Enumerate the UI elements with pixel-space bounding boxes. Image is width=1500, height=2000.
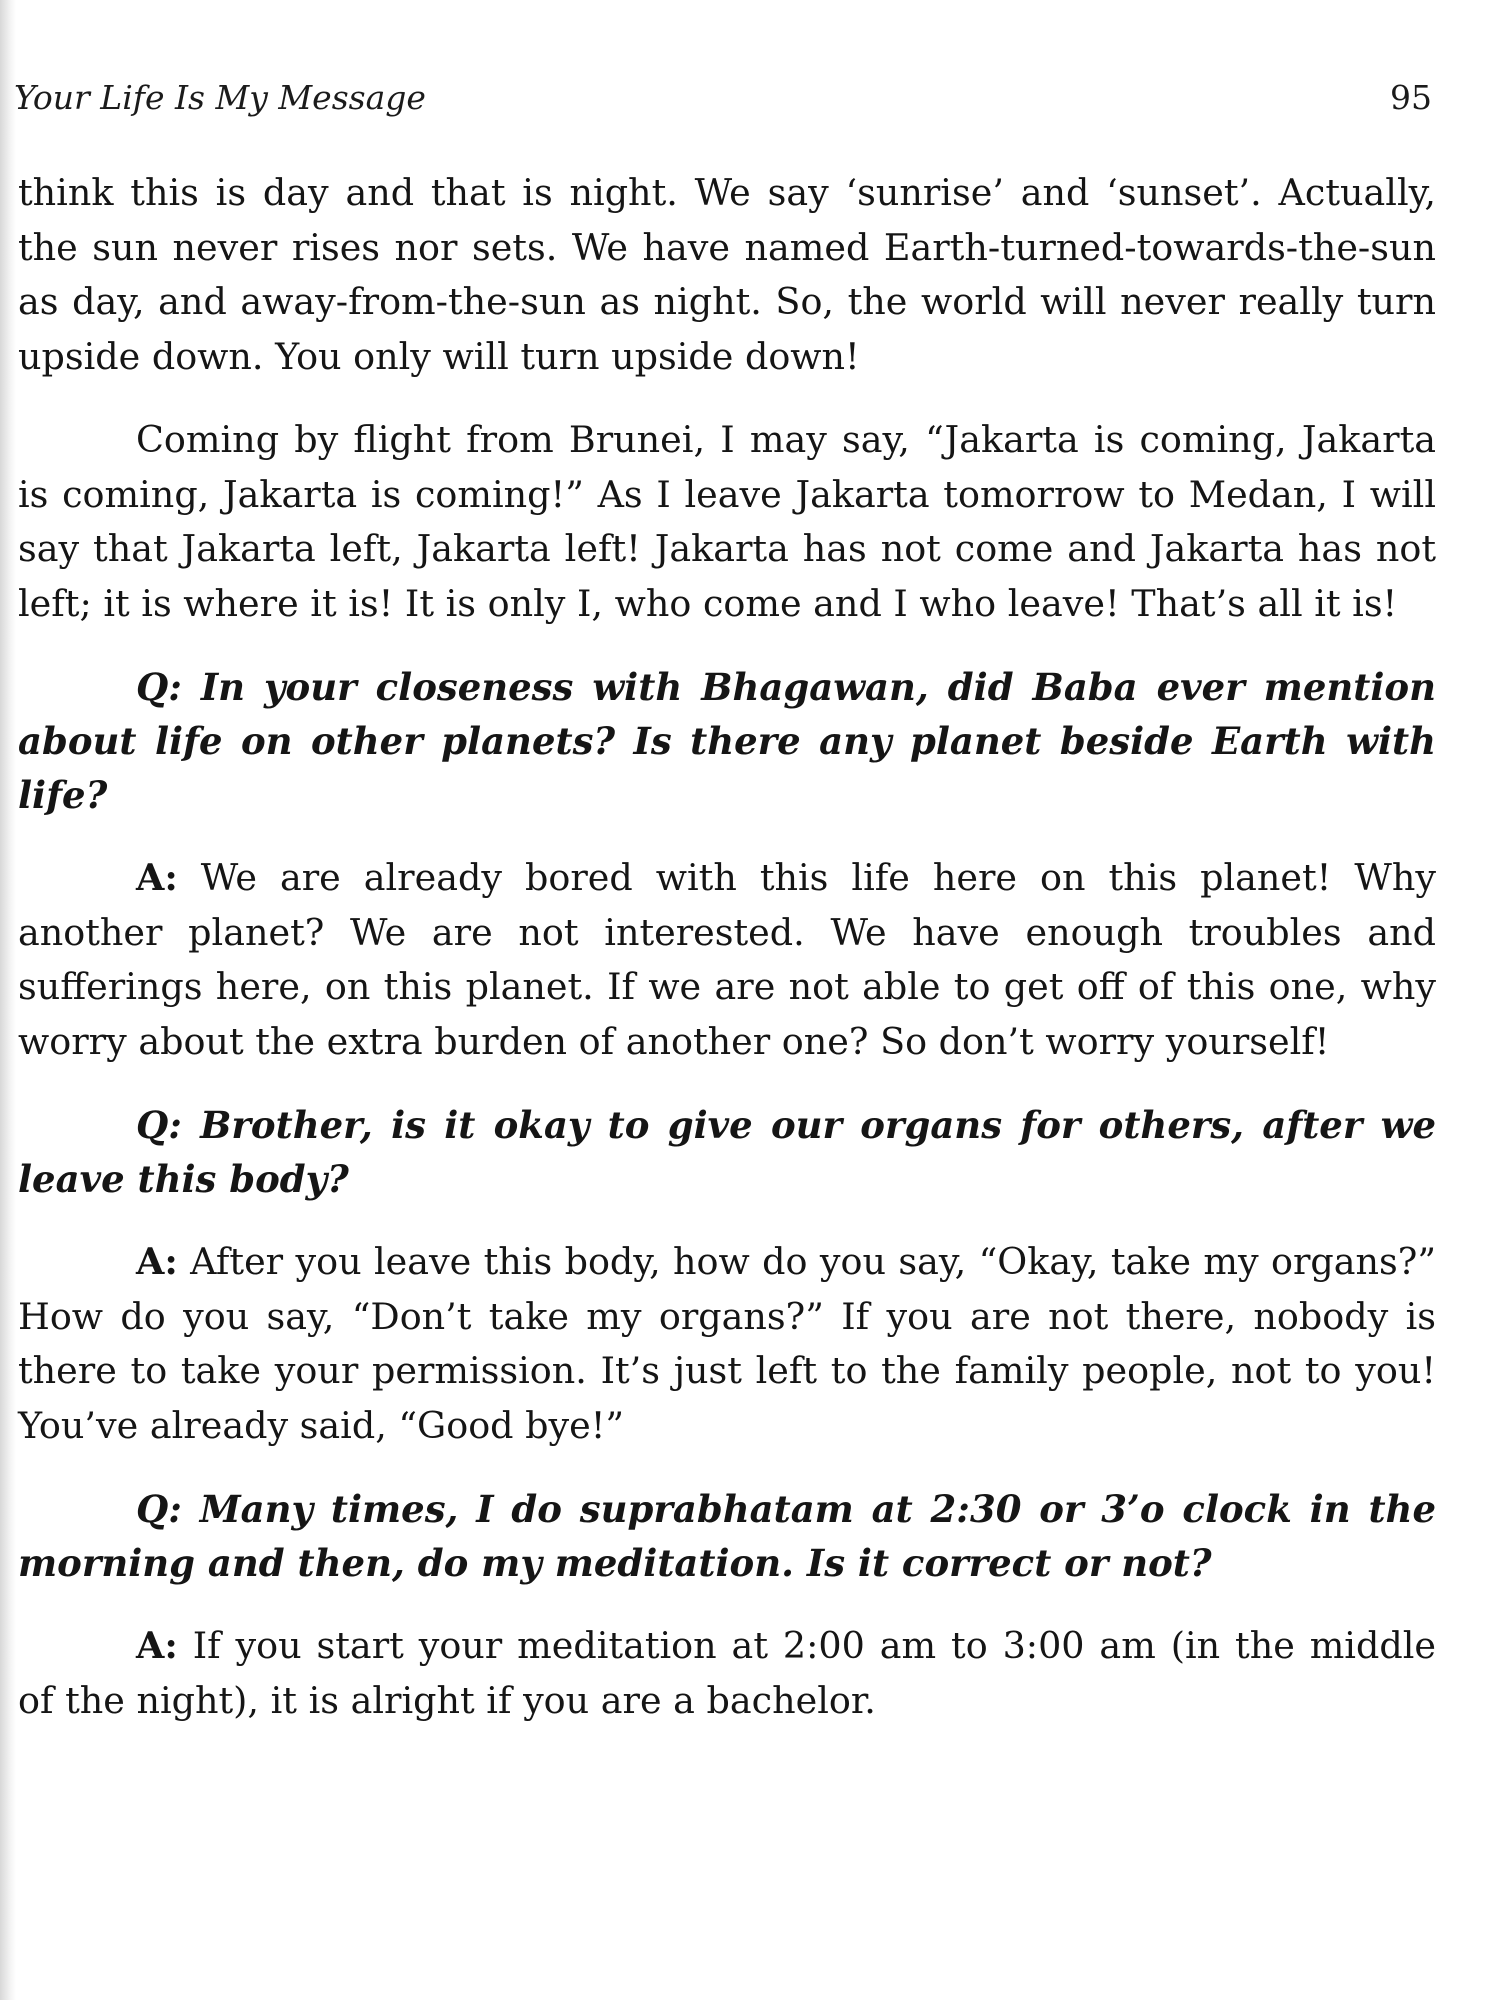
answer-text: We are already bored with this life here on this planet! Why another planet? We are not interested. We have enough troubles and sufferings here, on this planet. If we are not able to get off of this one, why worry about the extra burden of another one? So don’t worry yourself! [18, 856, 1436, 1063]
answer-organs [18, 1235, 1436, 1453]
book-title: Your Life Is My Message [14, 78, 426, 117]
answer-meditation [18, 1619, 1436, 1728]
answer-label: A: [136, 856, 178, 899]
answer-label: A: [136, 1240, 178, 1283]
paragraph-jakarta: Coming by flight from Brunei, I may say, “Jakarta is coming, Jakarta is coming, Jakarta is coming!” As I leave Jakarta tomorrow to Medan, I will say that Jakarta left, Jakarta left! Jakarta has not come and Jakarta has not left; it is where it is! It is only I, who come and I who leave! That’s all it is! [18, 418, 1436, 625]
question-planets: Q: In your closeness with Bhagawan, did Baba ever mention about life on other planets? Is there any planet beside Earth with life? [18, 665, 1436, 817]
page-gutter-shadow [0, 0, 16, 2000]
question-meditation: Q: Many times, I do suprabhatam at 2:30 or 3’o clock in the morning and then, do my meditation. Is it correct or not? [18, 1487, 1436, 1585]
page-number: 95 [1390, 78, 1432, 117]
question-organs: Q: Brother, is it okay to give our organs for others, after we leave this body? [18, 1103, 1436, 1201]
paragraph-continued: think this is day and that is night. We say ‘sunrise’ and ‘sunset’. Actually, the sun never rises nor sets. We have named Earth-turned-towards-the-sun as day, and away-from-the-sun as night. So, the world will never really turn upside down. You only will turn upside down! [18, 171, 1436, 378]
running-header [14, 78, 1432, 126]
answer-planets [18, 851, 1436, 1069]
answer-text: After you leave this body, how do you say, “Okay, take my organs?” How do you say, “Don’t take my organs?” If you are not there, nobody is there to take your permission. It’s just left to the family people, not to you! You’ve already said, “Good bye!” [18, 1240, 1436, 1447]
answer-label: A: [136, 1624, 178, 1667]
answer-text: If you start your meditation at 2:00 am to 3:00 am (in the middle of the night), it is alright if you are a bachelor. [18, 1624, 1436, 1722]
page-body [18, 166, 1436, 1757]
